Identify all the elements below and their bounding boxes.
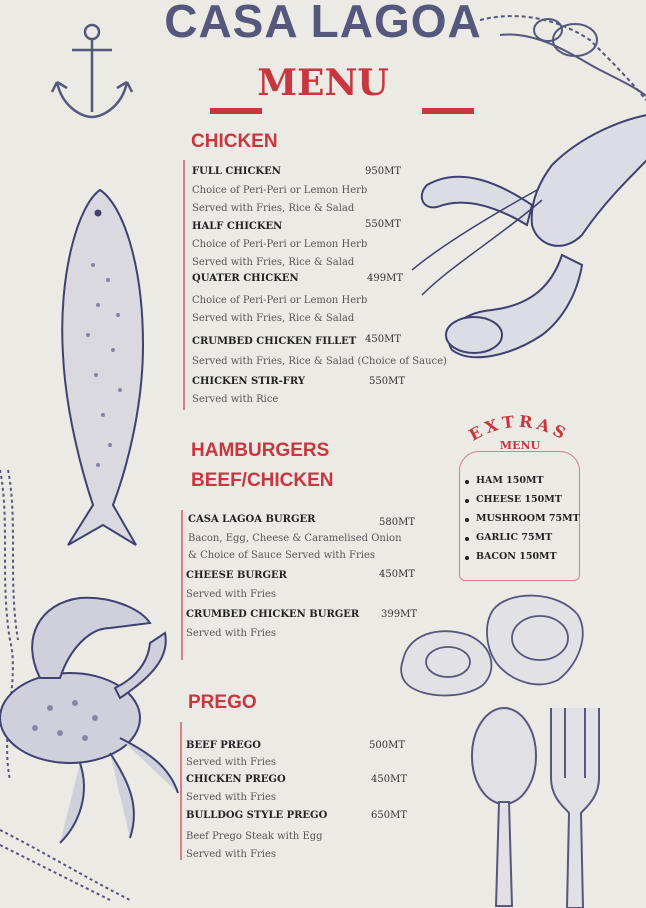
section-bar-chicken [183,160,185,410]
extras-item: CHEESE 150MT [476,494,562,505]
menu-item-price: 580MT [379,517,415,528]
lobster-icon [412,95,646,375]
menu-item-name: HALF CHICKEN [192,221,283,232]
menu-item-name: CRUMBED CHICKEN BURGER [186,609,360,620]
menu-item-desc: Beef Prego Steak with Egg [186,831,323,842]
extras-subtitle: MENU [499,439,541,452]
menu-item-desc: Served with Fries, Rice & Salad [192,313,355,324]
menu-item-desc: Served with Fries [186,589,277,600]
menu-item-name: CHICKEN PREGO [186,774,286,785]
menu-item-price: 950MT [365,166,401,177]
menu-item-desc: Served with Fries, Rice & Salad [192,257,355,268]
menu-item-price: 499MT [367,273,403,284]
section-subtitle-beef-chicken: BEEF/CHICKEN [191,470,334,491]
menu-item-price: 550MT [365,219,401,230]
menu-item-desc: Served with Fries [186,792,277,803]
menu-item-desc: Choice of Peri-Peri or Lemon Herb [192,185,368,196]
extras-item: MUSHROOM 75MT [476,513,580,524]
menu-item-desc: Choice of Peri-Peri or Lemon Herb [192,295,368,306]
menu-item-price: 650MT [371,810,407,821]
extras-item: HAM 150MT [476,475,544,486]
menu-underline-left [210,108,262,114]
menu-item-desc: Choice of Peri-Peri or Lemon Herb [192,239,368,250]
section-bar-prego [180,722,182,860]
menu-underline-right [422,108,474,114]
fish-icon [48,185,158,555]
menu-item-price: 450MT [379,569,415,580]
menu-item-name: BULLDOG STYLE PREGO [186,810,328,821]
menu-item-name: FULL CHICKEN [192,166,281,177]
section-bar-hamburgers [181,510,183,660]
menu-item-desc: Served with Fries [186,628,277,639]
menu-item-desc: Served with Fries [186,757,277,768]
menu-item-price: 450MT [365,334,401,345]
extras-box [459,451,580,581]
menu-item-desc: Served with Rice [192,394,279,405]
menu-item-desc: & Choice of Sauce Served with Fries [188,550,375,561]
extras-item: GARLIC 75MT [476,532,553,543]
menu-item-desc: Served with Fries, Rice & Salad (Choice of Sauce) [192,356,447,367]
menu-item-name: CASA LAGOA BURGER [188,514,316,525]
extras-title: EXTRAS [465,411,573,445]
menu-item-name: CHEESE BURGER [186,570,287,581]
menu-item-price: 399MT [381,609,417,620]
oyster-icon [398,590,588,700]
section-title-hamburgers: HAMBURGERS [191,440,330,461]
crab-icon [0,588,190,858]
spoon-icon [466,706,546,906]
section-title-prego: PREGO [188,692,257,713]
menu-item-price: 450MT [371,774,407,785]
menu-item-name: BEEF PREGO [186,740,261,751]
menu-item-name: QUATER CHICKEN [192,273,299,284]
menu-item-name: CHICKEN STIR-FRY [192,376,306,387]
menu-item-name: CRUMBED CHICKEN FILLET [192,336,357,347]
menu-item-desc: Served with Fries, Rice & Salad [192,203,355,214]
menu-item-desc: Served with Fries [186,849,277,860]
restaurant-title: CASA LAGOA [164,0,482,47]
menu-item-desc: Bacon, Egg, Cheese & Caramelised Onion [188,533,402,544]
fork-icon [545,708,605,908]
menu-title: MENU [257,62,389,104]
menu-item-price: 550MT [369,376,405,387]
extras-item: BACON 150MT [476,551,557,562]
menu-item-price: 500MT [369,740,405,751]
section-title-chicken: CHICKEN [191,131,278,152]
